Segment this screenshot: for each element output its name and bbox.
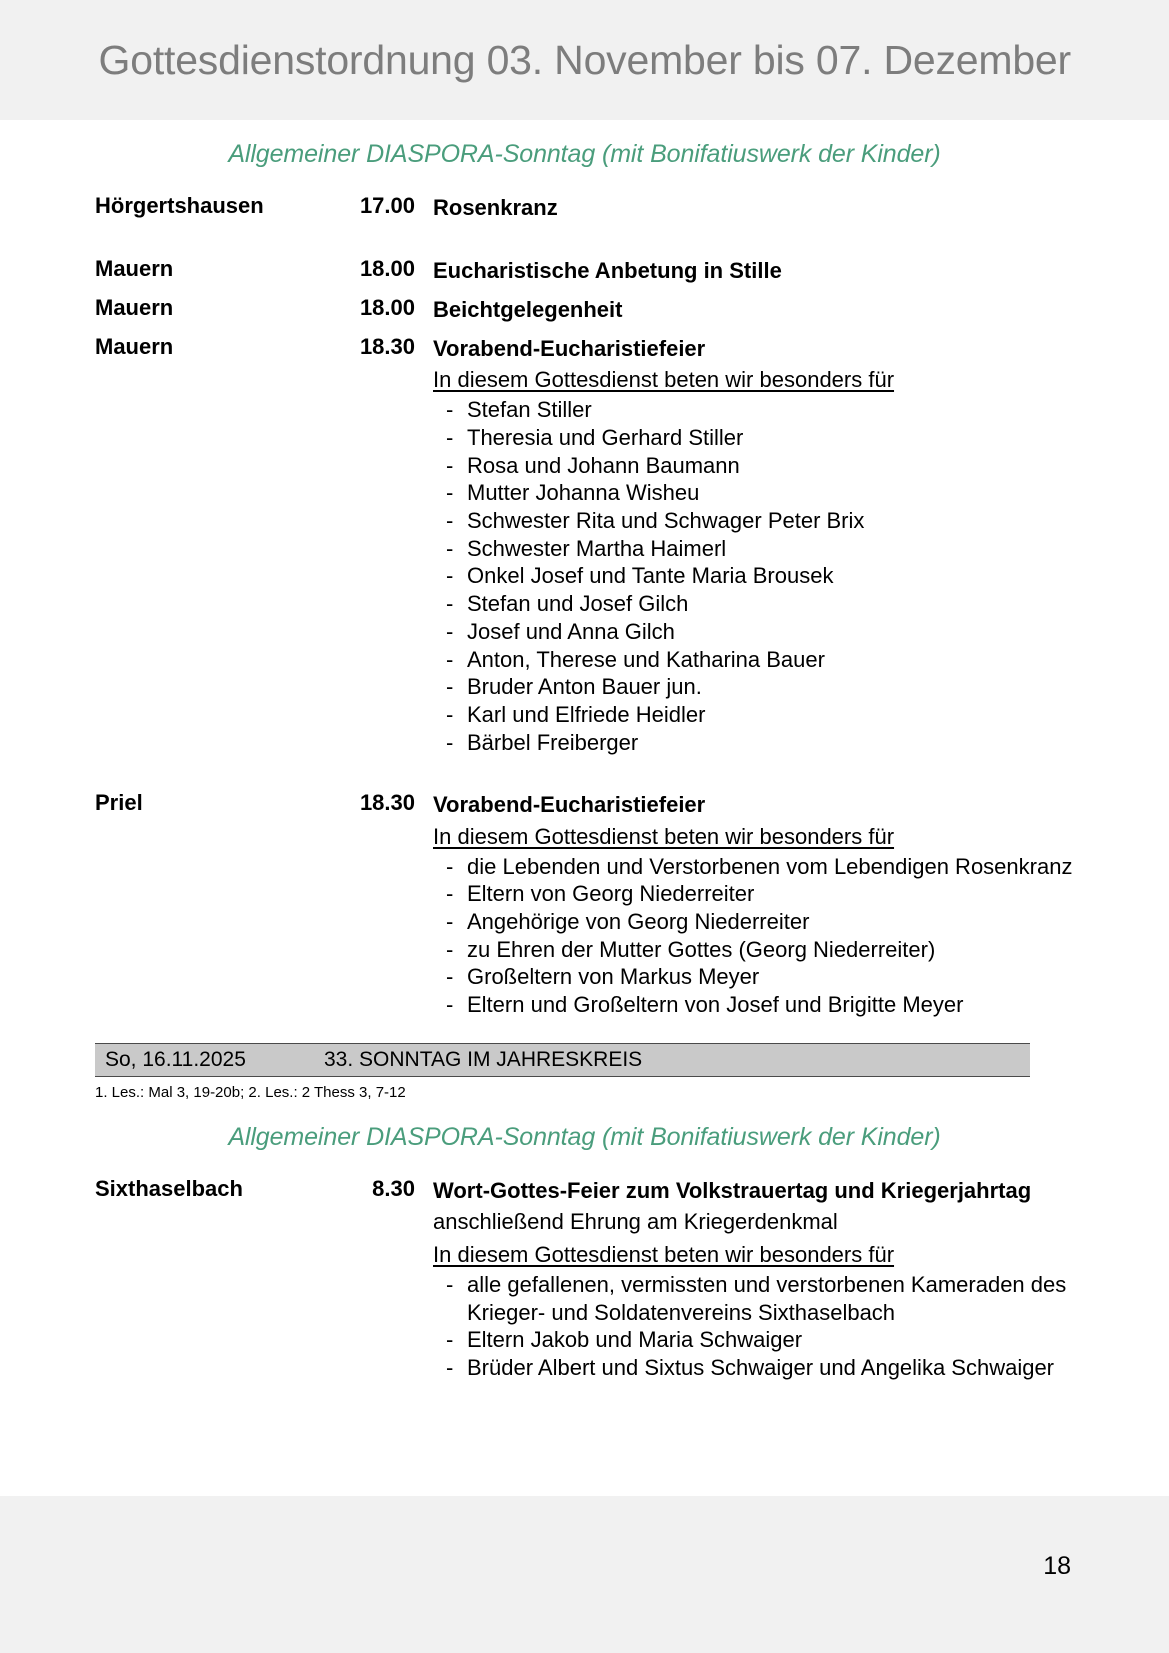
divider-date: So, 16.11.2025: [105, 1047, 246, 1071]
intention-text: Onkel Josef und Tante Maria Brousek: [467, 563, 834, 589]
service-place: Hörgertshausen: [95, 193, 264, 218]
intention-text: Eltern und Großeltern von Josef und Brigitte Meyer: [467, 992, 964, 1018]
intention-block: [433, 820, 1074, 1019]
dash-bullet: -: [446, 452, 454, 478]
page-header: [0, 0, 1169, 120]
intention-heading: In diesem Gottesdienst beten wir besonders für: [433, 367, 895, 393]
intention-block: [433, 1205, 1074, 1382]
list-item: [433, 729, 1074, 757]
service-time: 18.30: [359, 790, 415, 816]
list-item: [433, 853, 1074, 881]
dash-bullet: -: [446, 702, 454, 728]
service-row: [95, 1176, 1074, 1205]
dash-bullet: -: [446, 591, 454, 617]
list-item: [433, 1271, 1074, 1326]
dash-bullet: -: [446, 881, 454, 907]
service-row: [95, 295, 1074, 324]
list-item: [433, 1354, 1074, 1382]
dash-bullet: -: [446, 508, 454, 533]
intention-text: Schwester Rita und Schwager Peter Brix: [467, 508, 865, 533]
intention-text: Bärbel Freiberger: [467, 729, 639, 755]
intention-text: Bruder Anton Bauer jun.: [467, 674, 702, 700]
dash-bullet: -: [446, 480, 454, 506]
dash-bullet: -: [446, 729, 454, 755]
dash-bullet: -: [446, 992, 454, 1018]
intention-text: Stefan Stiller: [467, 397, 592, 423]
dash-bullet: -: [446, 563, 454, 589]
intention-text: alle gefallenen, vermissten und verstorbenen Kameraden des Krieger- und Soldatenvereins Sixthaselbach: [467, 1271, 1067, 1325]
service-time: 18.00: [359, 295, 415, 321]
service-description: Vorabend-Eucharistiefeier: [433, 336, 706, 362]
list-item: [433, 936, 1074, 964]
dash-bullet: -: [446, 853, 454, 879]
list-item: [433, 646, 1074, 674]
list-item: [433, 535, 1074, 563]
list-item: [433, 963, 1074, 991]
list-item: [433, 673, 1074, 701]
service-time: 17.00: [359, 193, 415, 218]
diaspora-note-2: Allgemeiner DIASPORA-Sonntag (mit Bonifatiuswerk der Kinder): [228, 1122, 941, 1151]
intention-text: Anton, Therese und Katharina Bauer: [467, 646, 825, 672]
list-item: [433, 452, 1074, 480]
intention-text: Schwester Martha Haimerl: [467, 535, 727, 561]
dash-bullet: -: [446, 397, 454, 423]
page-footer: [0, 1496, 1169, 1653]
intention-text: Mutter Johanna Wisheu: [467, 480, 700, 506]
dash-bullet: -: [446, 1355, 454, 1380]
intention-text: Eltern von Georg Niederreiter: [467, 881, 755, 907]
intention-text: Stefan und Josef Gilch: [467, 591, 689, 617]
service-time: 18.30: [359, 334, 415, 360]
intention-text: Angehörige von Georg Niederreiter: [467, 908, 810, 934]
diaspora-note-1: Allgemeiner DIASPORA-Sonntag (mit Bonifatiuswerk der Kinder): [228, 140, 941, 168]
list-item: [433, 590, 1074, 618]
service-row: [95, 256, 1074, 285]
service-description: Vorabend-Eucharistiefeier: [433, 792, 706, 818]
list-item: [433, 908, 1074, 936]
intention-block: [433, 363, 1074, 756]
service-row: [95, 193, 1074, 222]
intention-text: Brüder Albert und Sixtus Schwaiger und Angelika Schwaiger: [467, 1355, 1055, 1380]
dash-bullet: -: [446, 618, 454, 644]
service-row: [95, 790, 1074, 819]
intention-list: [433, 1271, 1074, 1382]
intention-text: Großeltern von Markus Meyer: [467, 964, 760, 990]
page-title: Gottesdienstordnung 03. November bis 07. Dezember: [98, 36, 1071, 83]
intention-text: Eltern Jakob und Maria Schwaiger: [467, 1327, 803, 1353]
service-place: Mauern: [95, 334, 174, 360]
page-number: 18: [1043, 1552, 1071, 1580]
list-item: [433, 479, 1074, 507]
dash-bullet: -: [446, 936, 454, 962]
intention-list: [433, 396, 1074, 756]
list-item: [433, 424, 1074, 452]
service-time: 18.00: [359, 256, 415, 282]
list-item: [433, 618, 1074, 646]
dash-bullet: -: [446, 908, 454, 934]
list-item: [433, 562, 1074, 590]
list-item: [433, 507, 1074, 535]
service-place: Mauern: [95, 256, 174, 282]
service-description: Rosenkranz: [433, 195, 558, 220]
service-description: Eucharistische Anbetung in Stille: [433, 258, 782, 284]
intention-text: Karl und Elfriede Heidler: [467, 702, 706, 728]
service-place: Sixthaselbach: [95, 1175, 243, 1201]
dash-bullet: -: [446, 1327, 454, 1353]
list-item: [433, 1326, 1074, 1354]
list-item: [433, 396, 1074, 424]
readings-line: 1. Les.: Mal 3, 19-20b; 2. Les.: 2 Thess 3, 7-12: [95, 1083, 406, 1101]
intention-text: die Lebenden und Verstorbenen vom Lebendigen Rosenkranz: [467, 853, 1073, 879]
service-place: Priel: [95, 790, 143, 816]
service-row: [95, 334, 1074, 363]
divider-feast: 33. SONNTAG IM JAHRESKREIS: [324, 1047, 643, 1071]
dash-bullet: -: [446, 646, 454, 672]
service-place: Mauern: [95, 295, 174, 321]
list-item: [433, 880, 1074, 908]
intention-text: Rosa und Johann Baumann: [467, 452, 740, 478]
intention-text: Theresia und Gerhard Stiller: [467, 424, 744, 450]
dash-bullet: -: [446, 964, 454, 990]
intention-heading: In diesem Gottesdienst beten wir besonders für: [433, 823, 895, 849]
dash-bullet: -: [446, 535, 454, 561]
dash-bullet: -: [446, 424, 454, 450]
service-description: Beichtgelegenheit: [433, 297, 623, 323]
intention-list: [433, 853, 1074, 1019]
intention-text: zu Ehren der Mutter Gottes (Georg Niederreiter): [467, 936, 936, 962]
dash-bullet: -: [446, 674, 454, 700]
document-content: [0, 140, 1169, 1382]
list-item: [433, 991, 1074, 1019]
dash-bullet: -: [446, 1271, 454, 1297]
day-divider-bar: [95, 1043, 1030, 1077]
service-description: Wort-Gottes-Feier zum Volkstrauertag und Kriegerjahrtag: [433, 1177, 1032, 1203]
service-time: 8.30: [372, 1175, 415, 1201]
intention-heading: In diesem Gottesdienst beten wir besonders für: [433, 1241, 895, 1267]
service-note: anschließend Ehrung am Kriegerdenkmal: [433, 1208, 838, 1234]
intention-text: Josef und Anna Gilch: [467, 618, 675, 644]
list-item: [433, 701, 1074, 729]
